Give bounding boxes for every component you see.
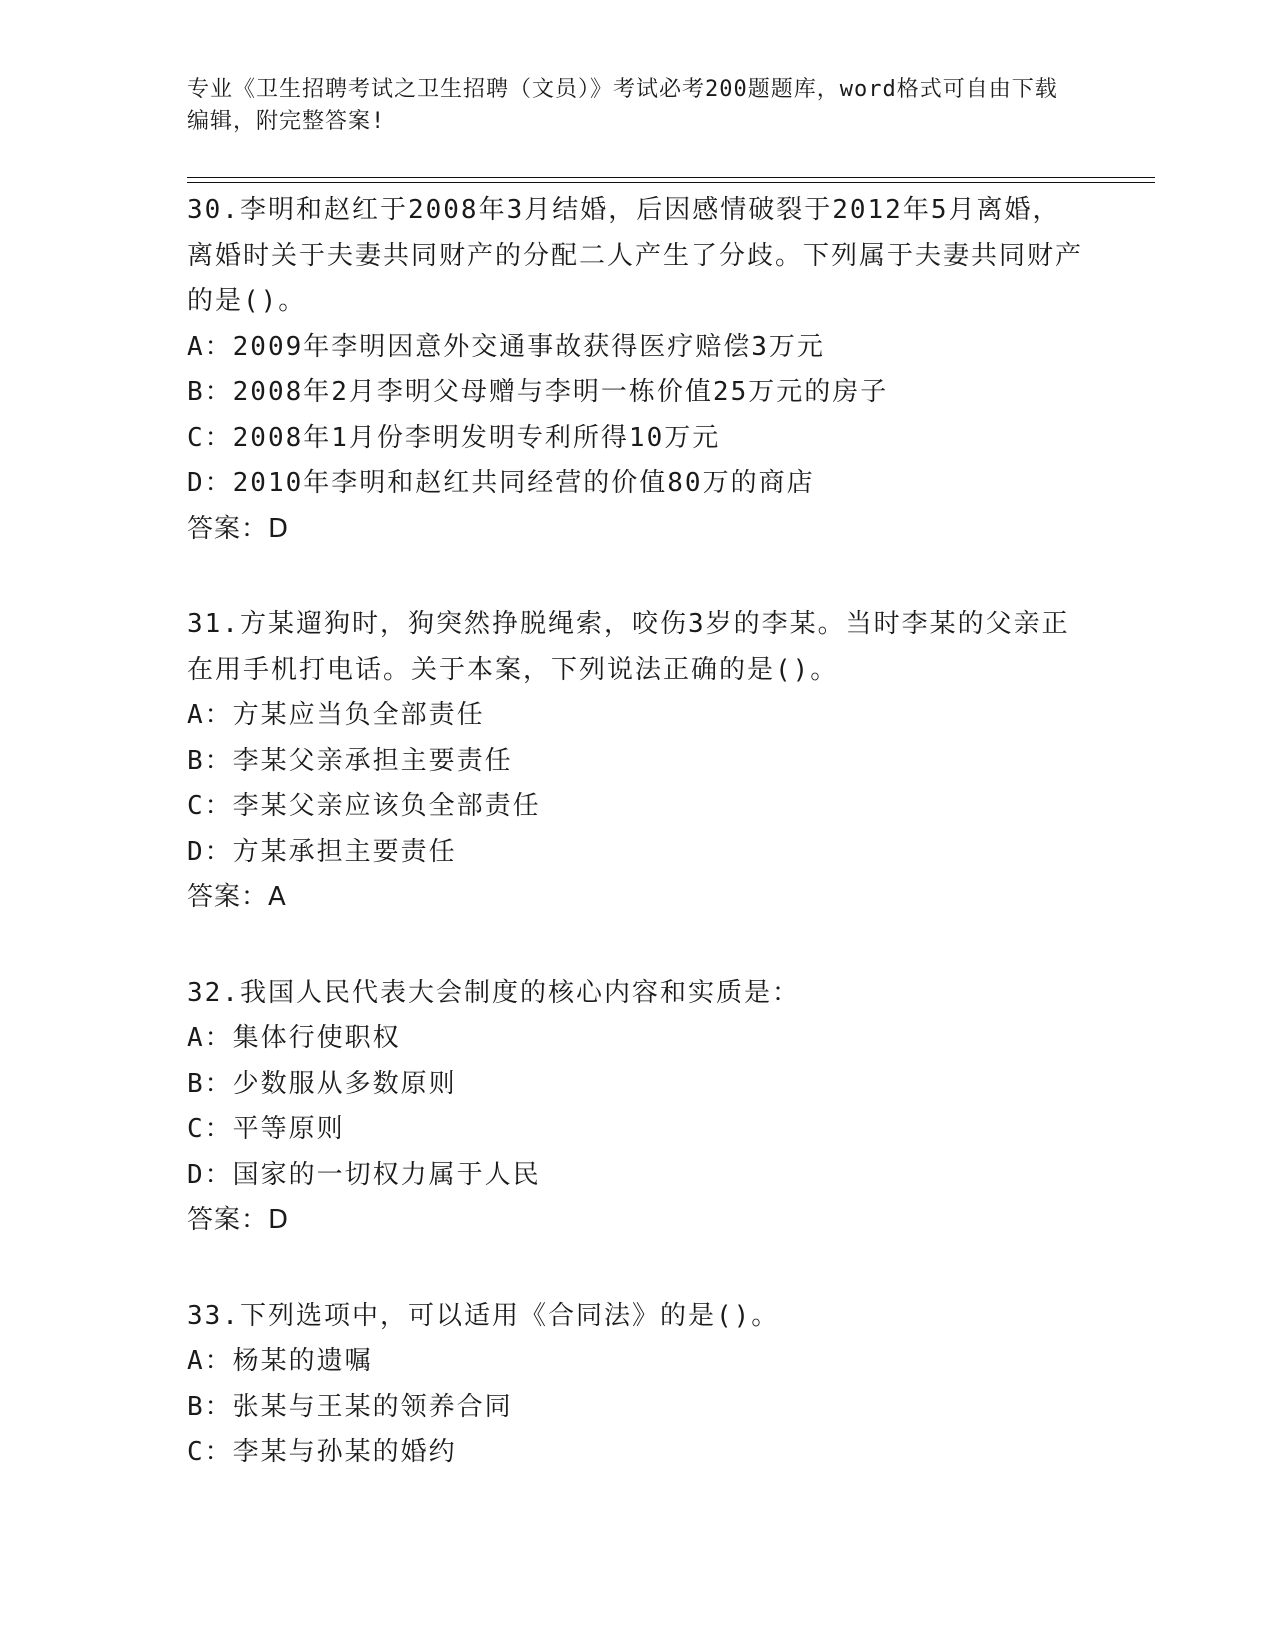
option-d: D：国家的一切权力属于人民 <box>187 1159 541 1190</box>
question-stem: 31.方某遛狗时，狗突然挣脱绳索，咬伤3岁的李某。当时李某的父亲正在用手机打电话。关于本案，下列说法正确的是()。 <box>187 609 1070 685</box>
option-c: C：李某与孙某的婚约 <box>187 1437 457 1467</box>
question-31 <box>187 602 1087 921</box>
option-b: B：2008年2月李明父母赠与李明一栋价值25万元的房子 <box>187 377 889 407</box>
header-divider-bottom <box>187 182 1155 183</box>
question-33 <box>187 1294 1087 1476</box>
document-header-intro: 专业《卫生招聘考试之卫生招聘（文员）》考试必考200题题库，word格式可自由下载编辑，附完整答案! <box>187 77 1058 134</box>
option-c: C：李某父亲应该负全部责任 <box>187 791 541 821</box>
option-a: A：集体行使职权 <box>187 1023 401 1053</box>
option-d: D：2010年李明和赵红共同经营的价值80万的商店 <box>187 468 815 498</box>
question-stem: 33.下列选项中，可以适用《合同法》的是()。 <box>187 1300 780 1331</box>
answer-label: 答案：A <box>187 882 287 912</box>
question-32 <box>187 971 1087 1244</box>
option-b: B：少数服从多数原则 <box>187 1068 457 1099</box>
option-a: A：2009年李明因意外交通事故获得医疗赔偿3万元 <box>187 331 825 362</box>
header-divider-top <box>187 177 1155 178</box>
question-list <box>187 188 1087 1526</box>
option-a: A：方某应当负全部责任 <box>187 700 485 730</box>
option-c: C：2008年1月份李明发明专利所得10万元 <box>187 422 721 453</box>
answer-label: 答案：D <box>187 513 290 544</box>
question-30 <box>187 188 1087 552</box>
question-stem: 30.李明和赵红于2008年3月结婚，后因感情破裂于2012年5月离婚，离婚时关于夫妻共同财产的分配二人产生了分歧。下列属于夫妻共同财产的是()。 <box>187 195 1084 316</box>
option-a: A：杨某的遗嘱 <box>187 1346 373 1376</box>
option-b: B：李某父亲承担主要责任 <box>187 745 513 776</box>
question-stem: 32.我国人民代表大会制度的核心内容和实质是： <box>187 977 800 1008</box>
option-d: D：方某承担主要责任 <box>187 836 457 867</box>
option-b: B：张某与王某的领养合同 <box>187 1391 513 1422</box>
answer-label: 答案：D <box>187 1205 290 1235</box>
option-c: C：平等原则 <box>187 1114 345 1144</box>
